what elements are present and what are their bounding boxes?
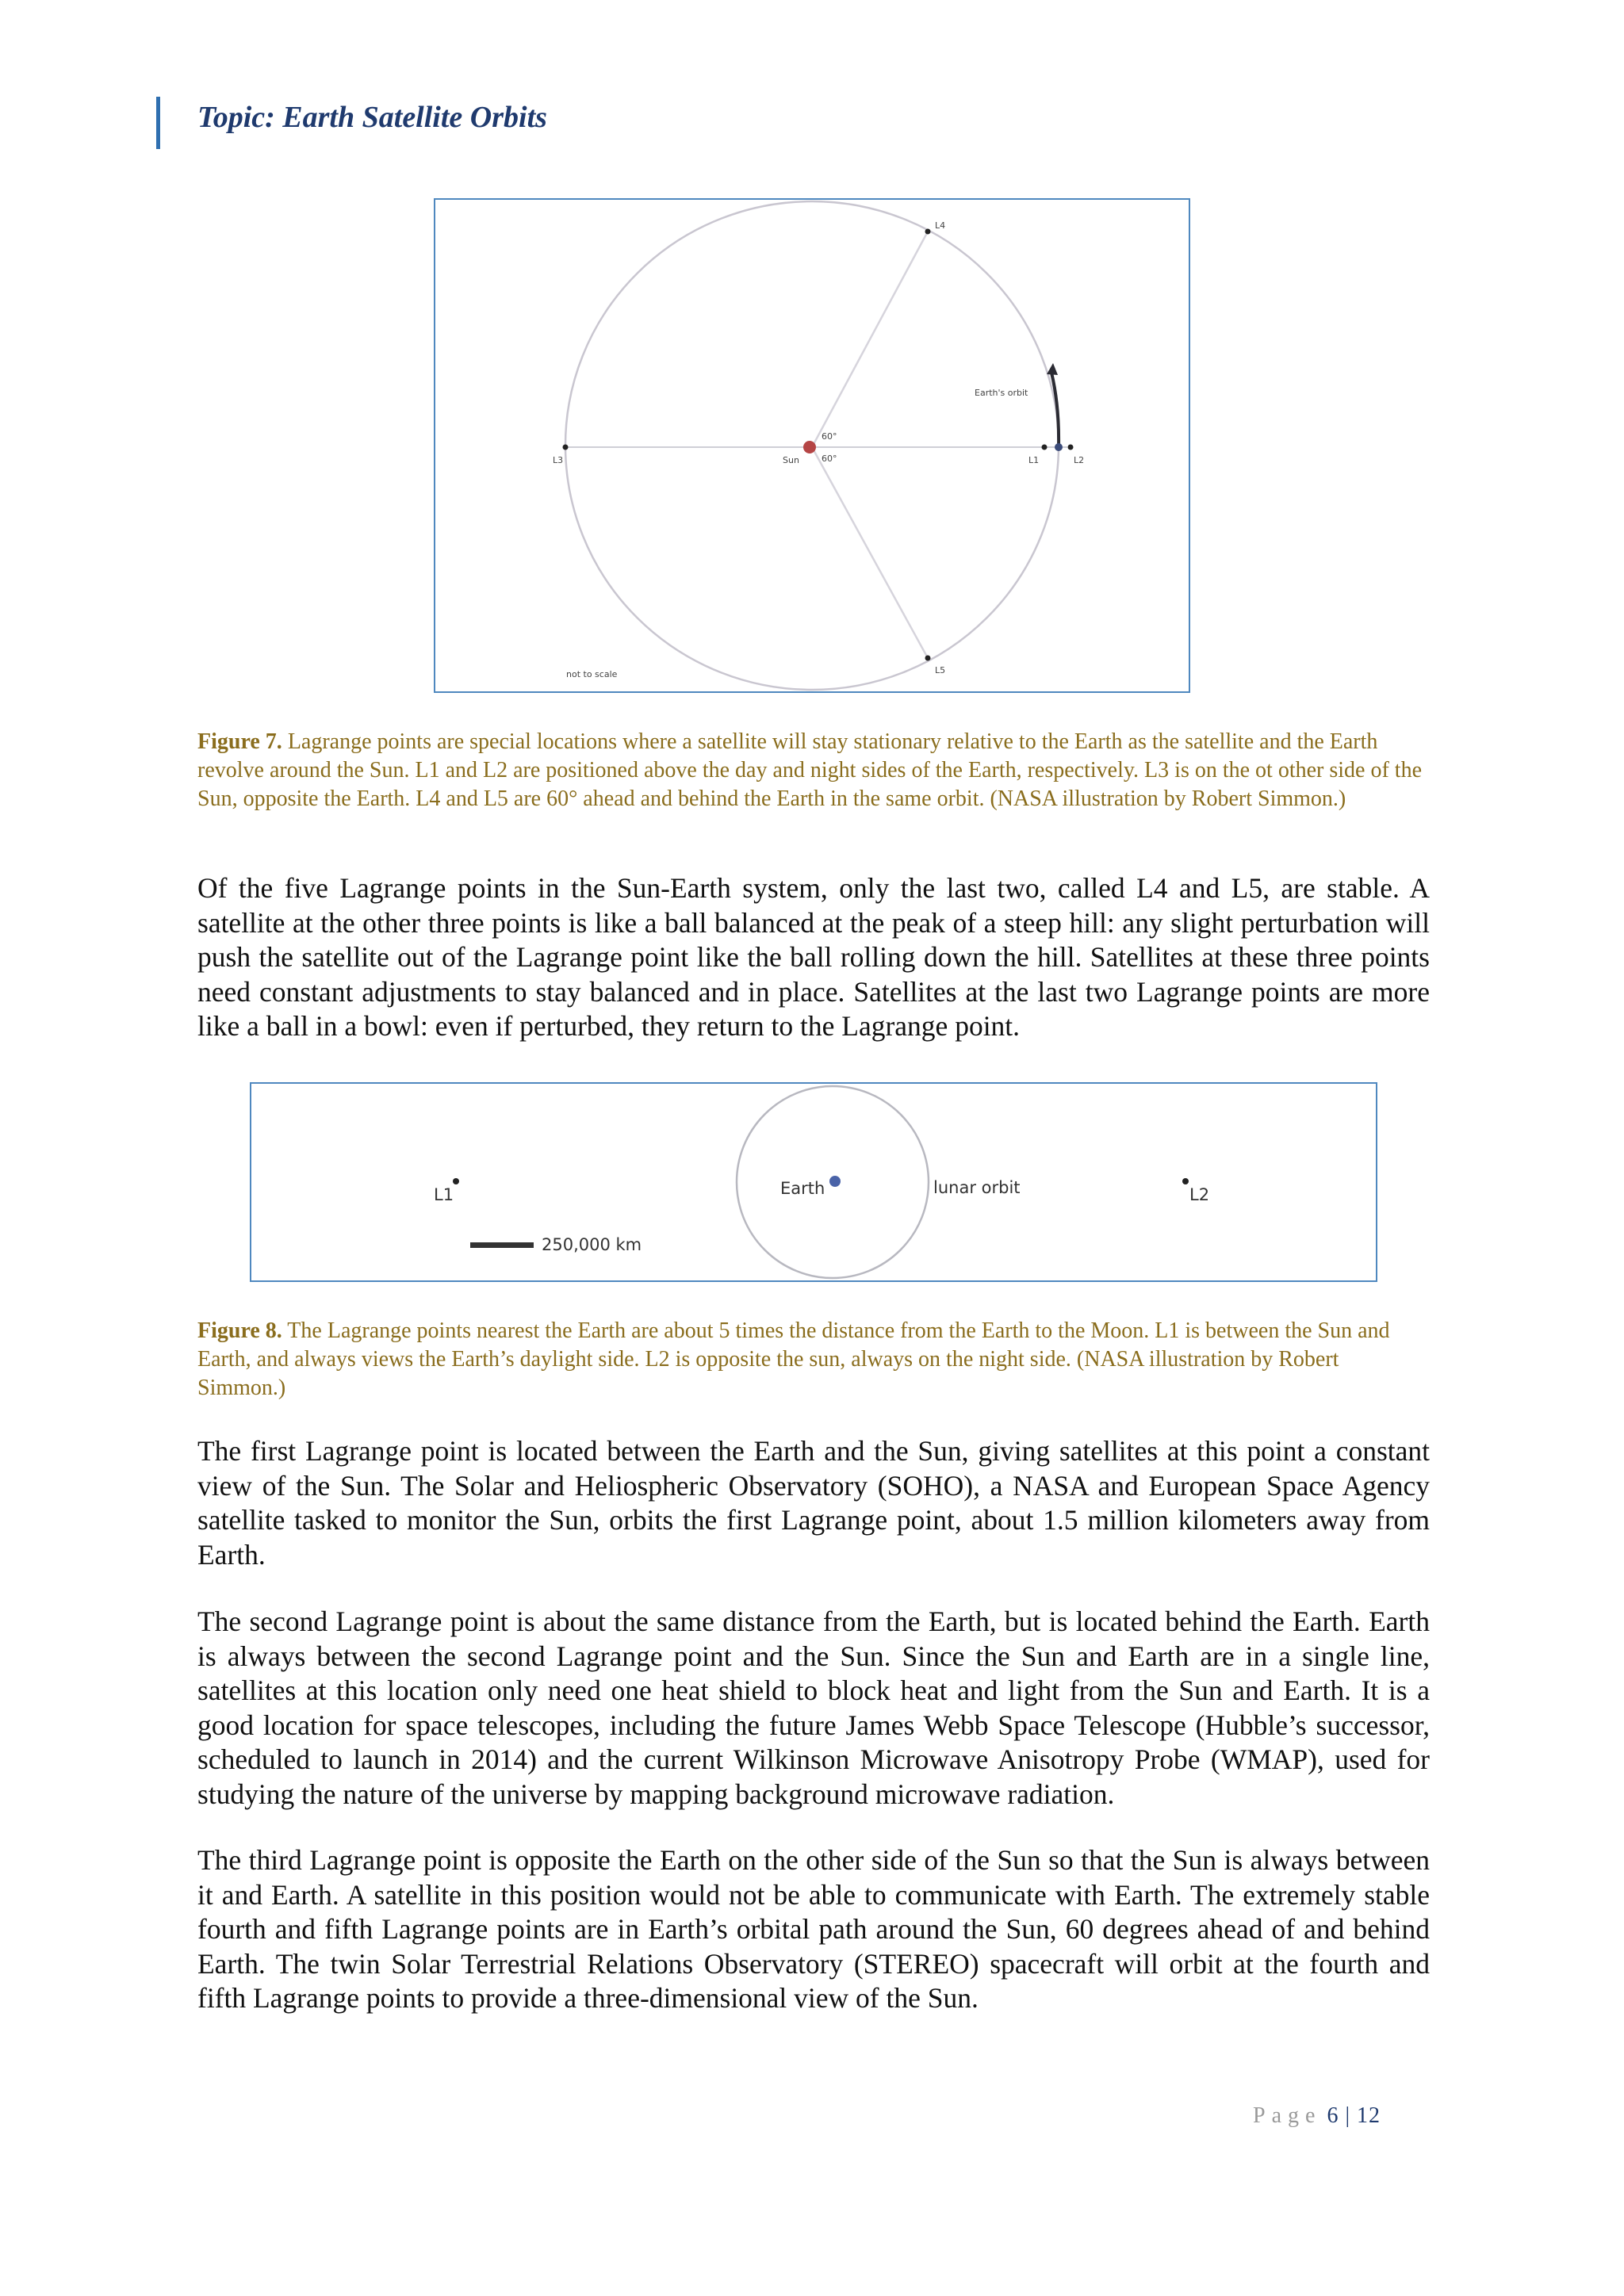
page-separator: | [1345,2103,1351,2128]
label-l4: L4 [935,220,946,231]
page-current: 6 [1327,2103,1339,2128]
label-l5: L5 [935,665,946,675]
label-angle-top: 60° [822,431,837,442]
page-word: Page [1253,2103,1322,2128]
scale-bar [470,1242,534,1248]
label-not-to-scale: not to scale [566,669,618,679]
l1-point [453,1178,459,1184]
page-total: 12 [1357,2103,1381,2128]
paragraph-second-lagrange-point: The second Lagrange point is about the same distance from the Earth, but is located behind the Earth. Earth is always between the second Lagrange point and the Sun. Since the Sun and Earth are in a single line, satellites at this location only need one heat shield to block heat and light from the Sun and Earth. It is a good location for space telescopes, including the future James Webb Space Telescope (Hubble’s successor, scheduled to launch in 2014) and the current Wilkinson Microwave Anisotropy Probe (WMAP), used for studying the nature of the universe by mapping background microwave radiation. [197,1605,1430,1810]
page-number [1253,2103,1381,2129]
earth-marker [829,1176,841,1187]
figure-7-caption-text: Lagrange points are special locations where a satellite will stay stationary relative to the Earth as the satellite and the Earth revolve around the Sun. L1 and L2 are positioned above the day and night sides of the Earth, respectively. L3 is on the ot other side of the Sun, opposite the Earth. L4 and L5 are 60° ahead and behind the Earth in the same orbit. (NASA illustration by Robert Simmon.) [197,729,1422,811]
label-earth: Earth [780,1179,825,1198]
figure-8-earth-lagrange-diagram [250,1082,1377,1282]
label-l2: L2 [1074,455,1085,465]
l2-point [1068,445,1074,450]
sun-marker [803,441,816,453]
figure-7-lagrange-diagram [434,198,1190,693]
l2-point [1182,1178,1189,1184]
figure-7-svg [435,200,1189,691]
sun-l5-line [812,447,928,658]
sun-l4-line [812,232,928,447]
label-lunar-orbit: lunar orbit [933,1178,1021,1197]
paragraph-third-fourth-fifth-points: The third Lagrange point is opposite the Earth on the other side of the Sun so that the Sun is always between it and Earth. A satellite in this position would not be able to communicate with Earth. The extremely stable fourth and fifth Lagrange points are in Earth’s orbital path around the Sun, 60 degrees ahead of and behind Earth. The twin Solar Terrestrial Relations Observatory (STEREO) spacecraft will orbit at the fourth and fifth Lagrange points to provide a three-dimensional view of the Sun. [197,1844,1430,2014]
earth-marker [1055,443,1063,451]
figure-8-caption-label: Figure 8. [197,1318,282,1343]
label-l1: L1 [1028,455,1040,465]
label-l2: L2 [1189,1185,1210,1204]
label-sun: Sun [783,455,799,465]
figure-7-caption [197,728,1431,813]
paragraph-first-lagrange-point: The first Lagrange point is located between the Earth and the Sun, giving satellites at this point a constant view of the Sun. The Solar and Heliospheric Observatory (SOHO), a NASA and European Space Agency satellite tasked to monitor the Sun, orbits the first Lagrange point, about 1.5 million kilometers away from Earth. [197,1435,1430,1571]
l3-point [563,445,569,450]
label-l1: L1 [434,1185,454,1204]
label-earth-orbit: Earth's orbit [975,388,1028,398]
paragraph-lagrange-stability: Of the five Lagrange points in the Sun-Earth system, only the last two, called L4 and L5, are stable. A satellite at the other three points is like a ball balanced at the peak of a steep hill: any slight perturbation will push the satellite out of the Lagrange point like the ball rolling down the hill. Satellites at these three points need constant adjustments to stay balanced and in place. Satellites at the last two Lagrange points are more like a ball in a bowl: even if perturbed, they return to the Lagrange point. [197,872,1430,1042]
l5-point [925,656,931,661]
page-topic-title: Topic: Earth Satellite Orbits [197,101,547,134]
figure-8-caption-text: The Lagrange points nearest the Earth are about 5 times the distance from the Earth to the Moon. L1 is between the Sun and Earth, and always views the Earth’s daylight side. L2 is opposite the sun, always on the night side. (NASA illustration by Robert Simmon.) [197,1318,1390,1400]
label-l3: L3 [553,455,564,465]
figure-8-svg [251,1084,1376,1280]
earth-orbit-arrowhead [1047,363,1058,375]
l4-point [925,229,931,235]
figure-8-caption [197,1317,1431,1402]
label-scale: 250,000 km [542,1235,642,1254]
figure-7-caption-label: Figure 7. [197,729,282,754]
label-angle-bottom: 60° [822,453,837,464]
header-accent-bar [156,97,160,149]
l1-point [1042,445,1048,450]
